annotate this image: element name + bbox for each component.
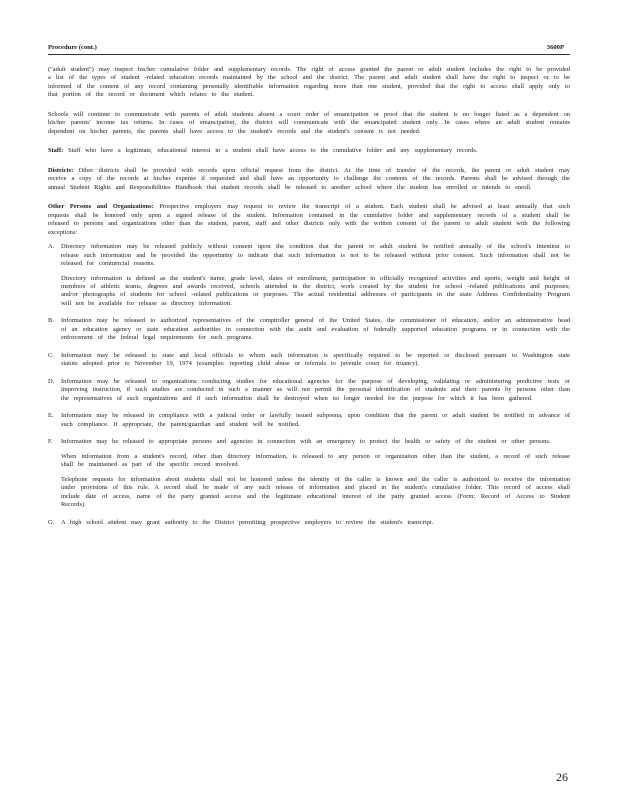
list-item [48, 352, 570, 369]
list-marker: D. [48, 377, 55, 385]
paragraph-staff [48, 147, 570, 156]
list-item-text: Information may be released to organizations conducting studies for educational agencies for the purpose of developing, validating or administering predictive tests or improving instruction, if such studies are conducted in such a manner as will not permit the personal identification of students and their parents by persons other than the representatives of such organizations and if such information shall be destroyed when no longer needed for the purpose for which it has been gathered. [61, 377, 570, 402]
list-marker: C. [48, 351, 54, 359]
list-item [48, 378, 570, 404]
list-item-text: Information may be released to state and local officials to whom such information is specifically required to be reported or disclosed pursuant to Washington state statute adopted prior to November 19, 1974 (examples: reporting child abuse or referrals to juvenile court for truancy). [61, 351, 570, 368]
list-item [48, 412, 570, 429]
document-page [48, 44, 570, 536]
list-item [48, 519, 570, 528]
list-marker: B. [48, 317, 54, 325]
exceptions-list [48, 243, 570, 527]
list-item [48, 317, 570, 343]
staff-label: Staff: [48, 147, 64, 154]
list-item-text: A high school student may grant authority to the District permitting prospective employers to review the student's transcript. [61, 518, 434, 526]
telephone-requests-paragraph: Telephone requests for information about students shall not be honored unless the identity of the caller is known and the caller is authorized to receive the information under provisions of this rule. A record shall be made of any such release of information and placed in the student's cumulative folder. This record of access shall include date of access, name of the party granted access and the legitimate educational interest of the party granted access (Form: Record of Access to Student Records). [61, 475, 570, 509]
list-item-text: Directory information may be released publicly without consent upon the condition that the parent or adult student be notified annually of the school's intention to release such information and be provided the opportunity to indicate that such information is not to be released without prior consent. Such information shall not be released for commercial reasons. [61, 243, 570, 267]
other-persons-label: Other Persons and Organizations: [48, 203, 154, 210]
other-persons-text: Prospective employers may request to review the transcript of a student. Each student shall be advised at least annually that such requests shall be honored only upon a signed release of the student. Information contained in the cumulative folder and supplementary records of a student shall be released to persons and organizations other than the student, parent, staff and other districts only with the written consent of the parent or adult student with the following exceptions: [48, 203, 570, 236]
page-header [48, 44, 570, 55]
districts-text: Other districts shall be provided with records upon official request from the district. At the time of transfer of the records, the parent or adult student may receive a copy of the records at his/her expense if requested and shall have an opportunity to challenge the contents of the records. Parents shall be advised through the annual Student Rights and Responsibilities Handbook that student records shall be released to another school where the student has enrolled or intends to enroll. [48, 166, 570, 191]
paragraph-districts [48, 167, 570, 193]
paragraph-adult-student: ("adult student") may inspect his/her cumulative folder and supplementary records. The right of access granted the parent or adult student includes the right to be provided a list of the types of student -related education records maintained by the school and the district. The parent and adult student shall have the right to inspect or to be informed of the content of any record containing personally identifiable information regarding more than one student, provided that the right to access shall apply only to that portion of the record or document which relates to the student. [48, 65, 570, 98]
list-marker: G. [48, 518, 55, 526]
list-item-text: Information may be released in compliance with a judicial order or lawfully issued subpoena, upon condition that the parent or adult student be notified in advance of such compliance. If appropriate, the parent/guardian and student will be notified. [61, 412, 570, 428]
policy-number: 3600P [546, 44, 564, 51]
directory-definition: Directory information is defined as the student's name, grade level, dates of enrollment, participation in officially recognized activities and sports, weight and height of members of athletic teams, degrees and awards received, schools attended in the district, work created by the student for school -related publications and purposes; and/or photographs of students for school -related publications or purposes. The actual residential addresses of participants in the state Address Confidentiality Program will not be available for release as directory information. [61, 274, 570, 307]
list-item-text: Information may be released to authorized representatives of the comptroller general of the United States, the commissioner of education, and/or an administrative head of an education agency or state education authorities in connection with the audit and evaluation of federally supported education programs or in connection with the enforcement of the federal legal requirements for such programs. [61, 317, 570, 342]
page-number: 26 [556, 770, 568, 784]
districts-label: Districts: [48, 166, 74, 174]
list-marker: E. [48, 412, 54, 420]
paragraph-emancipation: Schools will continue to communicate with parents of adult students absent a court order of emancipation or proof that the student is no longer listed as a dependent on his/her parents' income tax returns. In cases of emancipation, the district will communicate with the emancipated student only. In cases where an adult student remains dependent on his/her parents, the parents shall have access to the student's records and the student's consent is not needed. [48, 110, 570, 135]
paragraph-other-persons [48, 203, 570, 237]
list-item-text: Information may be released to appropriate persons and agencies in connection with an emergency to protect the health or safety of the student or other persons. [61, 438, 551, 446]
list-item [48, 243, 570, 308]
list-marker: A. [48, 243, 55, 250]
section-title: Procedure (cont.) [48, 44, 97, 51]
list-item [48, 438, 570, 510]
list-marker: F. [48, 438, 53, 446]
staff-text: Staff who have a legitimate, educational interest in a student shall have access to the cumulative folder and any supplementary records. [63, 147, 478, 154]
release-record-paragraph: When information from a student's record, other than directory information, is released to any person or organization other than the student, a record of such release shall be maintained as part of the specific record involved. [61, 452, 570, 469]
